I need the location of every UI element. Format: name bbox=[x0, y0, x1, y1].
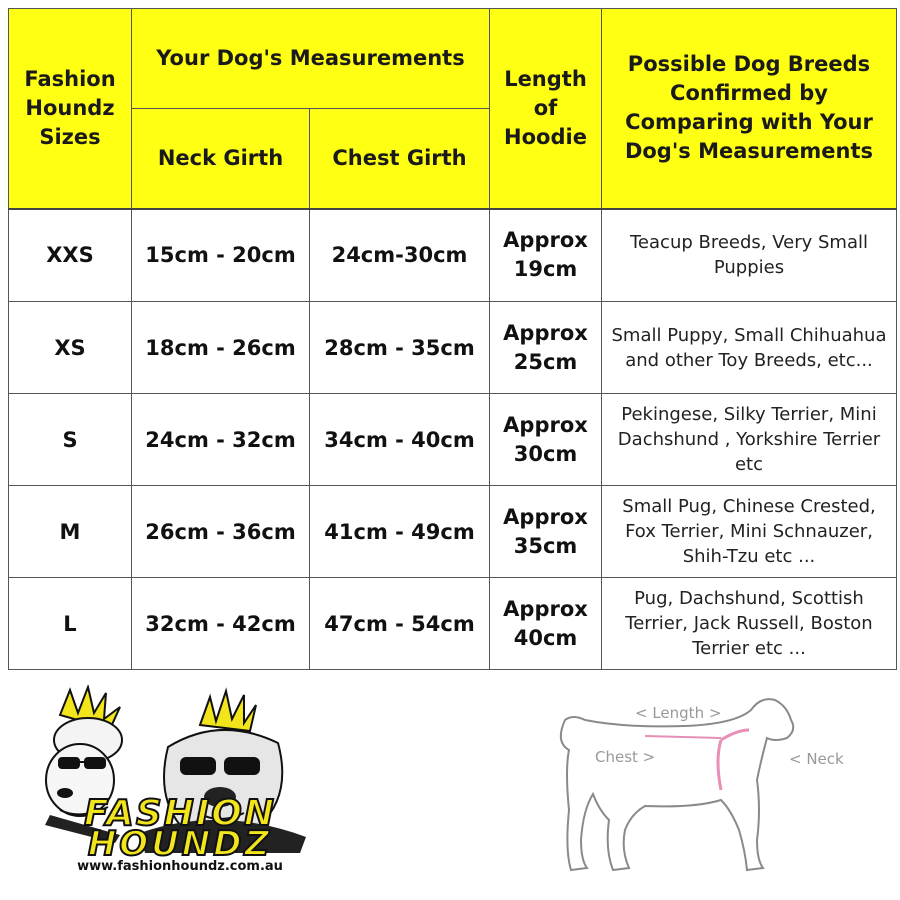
breeds-cell: Small Pug, Chinese Crested, Fox Terrier, Mini Schnauzer, Shih-Tzu etc ... bbox=[602, 486, 897, 578]
size-cell: XS bbox=[9, 302, 132, 394]
size-chart-table bbox=[8, 8, 897, 670]
chest-cell: 47cm - 54cm bbox=[310, 578, 490, 670]
neck-cell: 26cm - 36cm bbox=[132, 486, 310, 578]
sizes-header: Fashion Houndz Sizes bbox=[9, 9, 132, 209]
size-cell: L bbox=[9, 578, 132, 670]
table-row bbox=[9, 486, 897, 578]
chest-header: Chest Girth bbox=[310, 109, 490, 209]
chest-cell: 24cm-30cm bbox=[310, 209, 490, 302]
size-cell: M bbox=[9, 486, 132, 578]
measurements-header: Your Dog's Measurements bbox=[132, 9, 490, 109]
neck-cell: 18cm - 26cm bbox=[132, 302, 310, 394]
fashion-houndz-logo bbox=[30, 685, 340, 875]
logo-url: www.fashionhoundz.com.au bbox=[77, 859, 283, 874]
breeds-cell: Pug, Dachshund, Scottish Terrier, Jack Russell, Boston Terrier etc ... bbox=[602, 578, 897, 670]
chest-cell: 34cm - 40cm bbox=[310, 394, 490, 486]
chest-cell: 41cm - 49cm bbox=[310, 486, 490, 578]
length-cell: Approx 30cm bbox=[490, 394, 602, 486]
size-cell: S bbox=[9, 394, 132, 486]
chest-label: Chest > bbox=[595, 748, 656, 766]
breeds-cell: Teacup Breeds, Very Small Puppies bbox=[602, 209, 897, 302]
length-label: < Length > bbox=[635, 704, 722, 722]
breeds-cell: Pekingese, Silky Terrier, Mini Dachshund , Yorkshire Terrier etc bbox=[602, 394, 897, 486]
length-cell: Approx 40cm bbox=[490, 578, 602, 670]
length-header: Length of Hoodie bbox=[490, 9, 602, 209]
size-cell: XXS bbox=[9, 209, 132, 302]
table-row bbox=[9, 302, 897, 394]
neck-cell: 24cm - 32cm bbox=[132, 394, 310, 486]
length-cell: Approx 35cm bbox=[490, 486, 602, 578]
neck-label: < Neck bbox=[789, 750, 844, 768]
logo-line2: HOUNDZ bbox=[87, 824, 273, 864]
neck-cell: 32cm - 42cm bbox=[132, 578, 310, 670]
dog-silhouette-icon bbox=[561, 699, 793, 870]
table-row bbox=[9, 209, 897, 302]
breeds-cell: Small Puppy, Small Chihuahua and other Toy Breeds, etc... bbox=[602, 302, 897, 394]
table-row bbox=[9, 578, 897, 670]
breeds-header: Possible Dog Breeds Confirmed by Comparing with Your Dog's Measurements bbox=[602, 9, 897, 209]
logo-line1: FASHION bbox=[84, 793, 276, 834]
neck-header: Neck Girth bbox=[132, 109, 310, 209]
table-row bbox=[9, 394, 897, 486]
length-cell: Approx 19cm bbox=[490, 209, 602, 302]
neck-cell: 15cm - 20cm bbox=[132, 209, 310, 302]
chest-cell: 28cm - 35cm bbox=[310, 302, 490, 394]
length-cell: Approx 25cm bbox=[490, 302, 602, 394]
dog-measurement-diagram bbox=[525, 690, 885, 890]
